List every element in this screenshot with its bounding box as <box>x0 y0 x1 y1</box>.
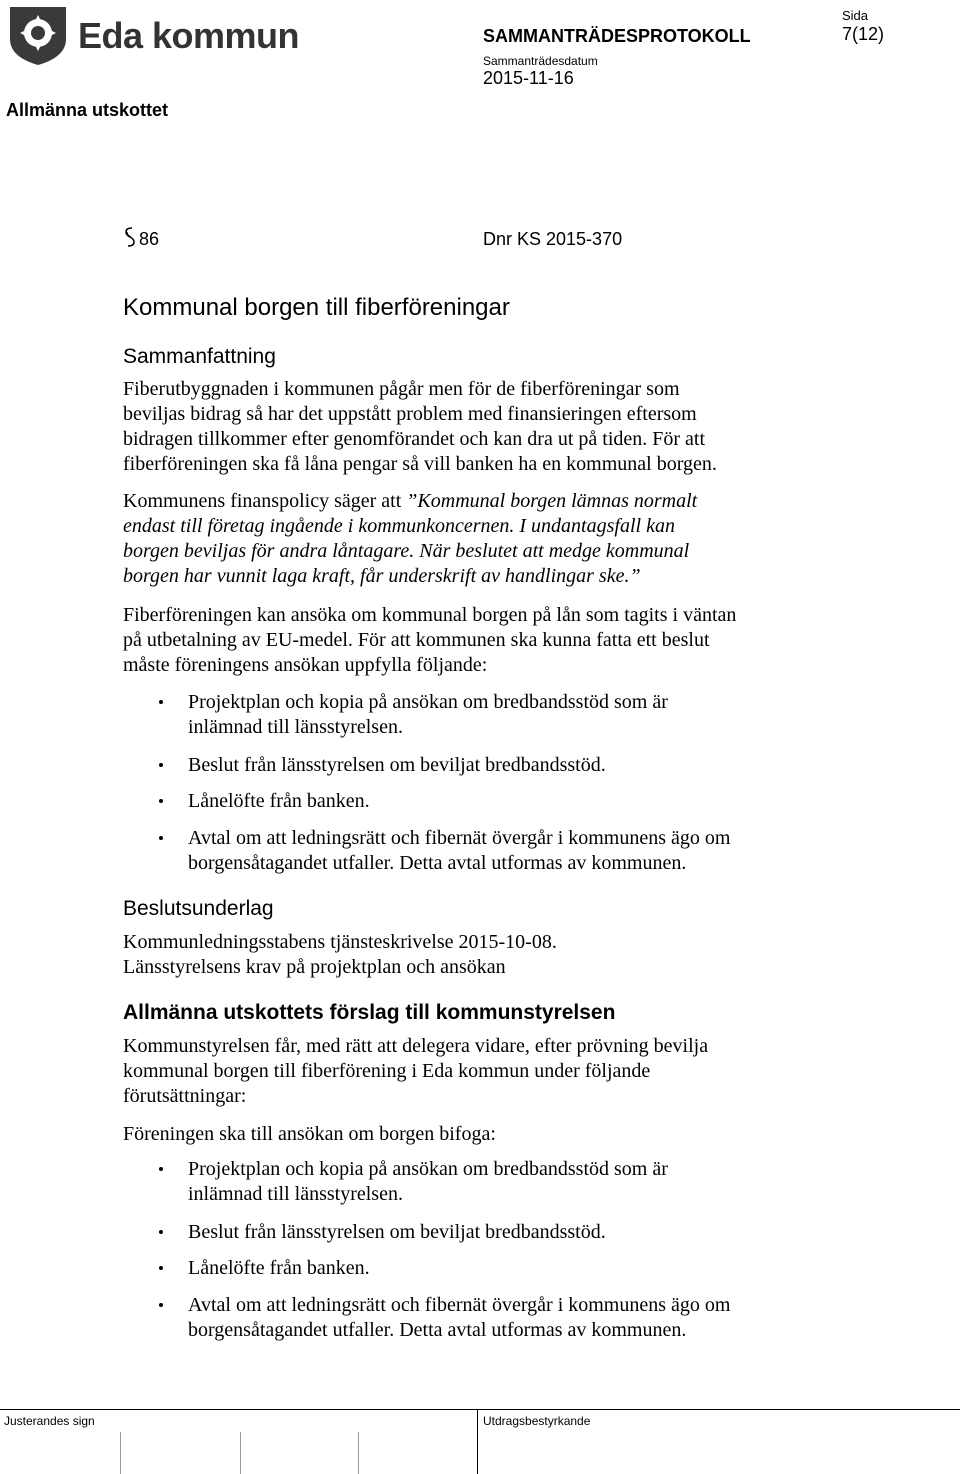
text-line: beviljas bidrag så har det uppstått problem med finansieringen eftersom <box>123 403 697 425</box>
text-line: Lånelöfte från banken. <box>188 790 370 812</box>
text-line: Avtal om att ledningsrätt och fibernät övergår i kommunens ägo om <box>188 827 731 849</box>
text-line: förutsättningar: <box>123 1085 247 1107</box>
paragraph-sign-icon <box>124 226 135 248</box>
committee-name: Allmänna utskottet <box>6 100 169 120</box>
bullet-icon <box>159 700 163 704</box>
text-line: Fiberföreningen kan ansöka om kommunal borgen på lån som tagits i väntan <box>123 604 737 626</box>
signature-label: Justerandes sign <box>4 1414 95 1428</box>
text-line: Kommunledningsstabens tjänsteskrivelse 2015-10-08. <box>123 931 557 953</box>
summary-paragraph-1 <box>123 377 823 477</box>
policy-quote: ”Kommunal borgen lämnas normalt <box>406 490 698 512</box>
logo-wordmark: Eda kommun <box>78 15 300 56</box>
eda-kommun-logo <box>8 5 300 67</box>
municipality-shield-icon <box>8 5 68 67</box>
text-line: fiberföreningen ska få låna pengar så vill banken ha en kommunal borgen. <box>123 453 717 475</box>
text-line: borgensåtagandet utfaller. Detta avtal utformas av kommunen. <box>188 1319 687 1341</box>
page-number: 7(12) <box>842 24 885 44</box>
text-line: bidragen tillkommer efter genomförandet och kan dra ut på tiden. För att <box>123 428 706 450</box>
text-line: Lånelöfte från banken. <box>188 1257 370 1279</box>
text-line <box>123 564 823 589</box>
signature-box-divider <box>120 1432 121 1474</box>
text-line <box>123 489 823 514</box>
text-line: på utbetalning av EU-medel. För att kommunen ska kunna fatta ett beslut <box>123 629 710 651</box>
text-line: kommunal borgen till fiberförening i Eda kommun under följande <box>123 1060 651 1082</box>
basis-list <box>123 930 823 980</box>
text-line: Beslut från länsstyrelsen om beviljat bredbandsstöd. <box>188 1221 606 1243</box>
text-line: Föreningen ska till ansökan om borgen bifoga: <box>123 1123 496 1145</box>
bullet-icon <box>159 1167 163 1171</box>
proposal-paragraph-1 <box>123 1034 823 1109</box>
page-title: Kommunal borgen till fiberföreningar <box>123 294 510 321</box>
bullet-icon <box>159 836 163 840</box>
document-type: SAMMANTRÄDESPROTOKOLL <box>483 26 751 46</box>
text-line: Projektplan och kopia på ansökan om bredbandsstöd som är <box>188 1158 668 1180</box>
certification-label: Utdragsbestyrkande <box>483 1414 591 1428</box>
bullet-icon <box>159 799 163 803</box>
proposal-heading: Allmänna utskottets förslag till kommunstyrelsen <box>123 1001 616 1024</box>
policy-intro: Kommunens finanspolicy säger att <box>123 490 407 512</box>
text-line: Fiberutbyggnaden i kommunen pågår men för de fiberföreningar som <box>123 378 680 400</box>
bullet-icon <box>159 1266 163 1270</box>
signature-box-divider <box>358 1432 359 1474</box>
bullet-icon <box>159 763 163 767</box>
bullet-icon <box>159 1230 163 1234</box>
text-line <box>123 539 823 564</box>
text-line: inlämnad till länsstyrelsen. <box>188 1183 403 1205</box>
meeting-date-label: Sammanträdesdatum <box>483 54 598 68</box>
text-line: måste föreningens ansökan uppfylla följande: <box>123 654 488 676</box>
summary-paragraph-3 <box>123 603 823 678</box>
policy-quote: borgen har vunnit laga kraft, får underskrift av handlingar ske.” <box>123 565 641 587</box>
summary-paragraph-2 <box>123 489 823 589</box>
text-line: Länsstyrelsens krav på projektplan och ansökan <box>123 956 506 978</box>
text-line: borgensåtagandet utfaller. Detta avtal utformas av kommunen. <box>188 852 687 874</box>
footer-divider <box>0 1409 960 1410</box>
footer-column-divider <box>477 1409 478 1474</box>
meeting-date: 2015-11-16 <box>483 68 574 88</box>
text-line: inlämnad till länsstyrelsen. <box>188 716 403 738</box>
text-line: Beslut från länsstyrelsen om beviljat bredbandsstöd. <box>188 754 606 776</box>
policy-quote: endast till företag ingående i kommunkoncernen. I undantagsfall kan <box>123 515 675 537</box>
text-line: Projektplan och kopia på ansökan om bredbandsstöd som är <box>188 691 668 713</box>
signature-box-divider <box>240 1432 241 1474</box>
text-line <box>123 514 823 539</box>
case-registration-number: Dnr KS 2015-370 <box>483 229 623 249</box>
proposal-paragraph-2 <box>123 1122 823 1147</box>
basis-heading: Beslutsunderlag <box>123 897 274 920</box>
text-line: Avtal om att ledningsrätt och fibernät övergår i kommunens ägo om <box>188 1294 731 1316</box>
case-paragraph-number: 86 <box>139 229 160 249</box>
text-line: Kommunstyrelsen får, med rätt att delegera vidare, efter prövning bevilja <box>123 1035 709 1057</box>
bullet-icon <box>159 1303 163 1307</box>
summary-heading: Sammanfattning <box>123 345 276 368</box>
policy-quote: borgen beviljas för andra låntagare. När beslutet att medge kommunal <box>123 540 690 562</box>
page-label: Sida <box>842 8 869 23</box>
